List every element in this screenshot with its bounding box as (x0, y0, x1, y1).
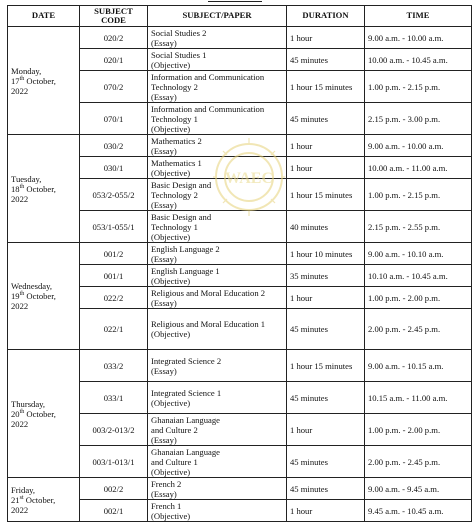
table-row (8, 243, 472, 265)
subject-paper (148, 500, 287, 522)
top-rule (208, 1, 262, 2)
duration: 45 minutes (287, 382, 365, 414)
date-number: 20 (11, 408, 20, 419)
subject-paper (148, 287, 287, 309)
subject-line: (Essay) (151, 297, 177, 308)
subject-line: and Culture 1 (151, 456, 198, 467)
subject-line: (Essay) (151, 37, 177, 48)
date-suffix: st (19, 494, 24, 501)
time-slot: 9.00 a.m. - 10.10 a.m. (365, 243, 472, 265)
header-code-line1: SUBJECT (94, 5, 133, 16)
time-slot: 2.00 p.m. - 2.45 p.m. (365, 309, 472, 350)
subject-code: 020/1 (80, 49, 148, 71)
subject-paper (148, 135, 287, 157)
date-month: October, (24, 183, 56, 194)
date-number: 21 (11, 494, 20, 505)
duration: 45 minutes (287, 446, 365, 478)
time-slot: 1.00 p.m. - 2.15 p.m. (365, 179, 472, 211)
subject-line: Basic Design and (151, 211, 212, 222)
table-row (8, 135, 472, 157)
subject-line: Information and Communication (151, 71, 265, 82)
time-slot: 1.00 p.m. - 2.00 p.m. (365, 287, 472, 309)
subject-code: 070/1 (80, 103, 148, 135)
duration: 1 hour 15 minutes (287, 71, 365, 103)
subject-line: Social Studies 1 (151, 49, 207, 60)
subject-paper (148, 103, 287, 135)
date-number: 18 (11, 183, 20, 194)
subject-code: 030/1 (80, 157, 148, 179)
subject-code: 003/1-013/1 (80, 446, 148, 478)
duration: 1 hour (287, 135, 365, 157)
duration: 40 minutes (287, 211, 365, 243)
subject-line: French 2 (151, 478, 182, 489)
time-slot: 2.15 p.m. - 3.00 p.m. (365, 103, 472, 135)
header-time: TIME (365, 6, 472, 27)
subject-paper (148, 446, 287, 478)
subject-line: English Language 1 (151, 265, 220, 276)
date-month: October, (24, 75, 56, 86)
duration: 45 minutes (287, 478, 365, 500)
header-code-line2: CODE (101, 15, 126, 25)
subject-paper (148, 265, 287, 287)
duration: 1 hour 10 minutes (287, 243, 365, 265)
duration: 1 hour (287, 27, 365, 49)
date-suffix: th (19, 408, 25, 415)
date-day: Thursday, (11, 398, 46, 409)
subject-line: and Culture 2 (151, 424, 198, 435)
timetable-body (8, 27, 472, 522)
duration: 45 minutes (287, 103, 365, 135)
subject-line: Integrated Science 2 (151, 355, 222, 366)
subject-line: French 1 (151, 500, 182, 511)
date-day-month (11, 184, 76, 194)
subject-line: Technology 2 (151, 81, 198, 92)
subject-paper (148, 478, 287, 500)
date-day: Monday, (11, 65, 42, 76)
exam-timetable (7, 5, 472, 522)
header-row (8, 6, 472, 27)
date-suffix: th (19, 291, 25, 298)
subject-line: (Objective) (151, 123, 191, 134)
subject-code: 020/2 (80, 27, 148, 49)
time-slot: 10.10 a.m. - 10.45 a.m. (365, 265, 472, 287)
duration: 1 hour (287, 500, 365, 522)
subject-line: Religious and Moral Education 1 (151, 319, 266, 329)
subject-code: 070/2 (80, 71, 148, 103)
date-year: 2022 (11, 301, 29, 311)
time-slot: 10.00 a.m. - 10.45 a.m. (365, 49, 472, 71)
duration: 1 hour (287, 414, 365, 446)
subject-line: (Essay) (151, 199, 177, 210)
subject-paper (148, 382, 287, 414)
date-day-month (11, 76, 76, 86)
subject-line: (Objective) (151, 275, 191, 286)
duration: 1 hour (287, 157, 365, 179)
subject-code: 022/1 (80, 309, 148, 350)
subject-code: 001/1 (80, 265, 148, 287)
header-code (80, 6, 148, 27)
subject-code: 001/2 (80, 243, 148, 265)
subject-line: Religious and Moral Education 2 (151, 287, 266, 298)
date-day-month (11, 291, 76, 301)
subject-line: (Objective) (151, 231, 191, 242)
time-slot: 10.00 a.m. - 11.00 a.m. (365, 157, 472, 179)
subject-code: 002/1 (80, 500, 148, 522)
subject-line: (Essay) (151, 365, 177, 376)
date-cell (8, 350, 80, 478)
header-date: DATE (8, 6, 80, 27)
subject-paper (148, 49, 287, 71)
date-cell (8, 478, 80, 522)
date-cell (8, 135, 80, 243)
table-row (8, 478, 472, 500)
table-row (8, 350, 472, 382)
date-suffix: th (19, 183, 25, 190)
date-month: October, (24, 408, 56, 419)
subject-line: Technology 1 (151, 221, 198, 232)
time-slot: 2.00 p.m. - 2.45 p.m. (365, 446, 472, 478)
subject-code: 030/2 (80, 135, 148, 157)
watermark-letters: WAEC (224, 170, 274, 187)
time-slot: 1.00 p.m. - 2.00 p.m. (365, 414, 472, 446)
subject-line: Basic Design and (151, 179, 212, 190)
subject-line: Technology 2 (151, 189, 198, 200)
subject-line: Social Studies 2 (151, 27, 207, 38)
subject-line: (Objective) (151, 59, 191, 70)
header-subject: SUBJECT/PAPER (148, 6, 287, 27)
subject-line: (Essay) (151, 253, 177, 264)
time-slot: 9.00 a.m. - 10.00 a.m. (365, 135, 472, 157)
subject-paper (148, 211, 287, 243)
subject-line: Ghanaian Language (151, 414, 220, 425)
time-slot: 9.00 a.m. - 10.00 a.m. (365, 27, 472, 49)
subject-line: (Objective) (151, 510, 191, 521)
date-year: 2022 (11, 504, 29, 515)
subject-code: 002/2 (80, 478, 148, 500)
subject-paper (148, 27, 287, 49)
subject-line: Information and Communication (151, 103, 265, 114)
date-day: Tuesday, (11, 173, 42, 184)
subject-line: (Objective) (151, 167, 191, 178)
date-day-month (11, 409, 76, 419)
date-suffix: th (19, 75, 25, 82)
subject-line: Mathematics 1 (151, 157, 202, 168)
subject-paper (148, 71, 287, 103)
header-duration: DURATION (287, 6, 365, 27)
subject-line: (Essay) (151, 91, 177, 102)
time-slot: 9.00 a.m. - 9.45 a.m. (365, 478, 472, 500)
subject-line: (Essay) (151, 145, 177, 156)
duration: 35 minutes (287, 265, 365, 287)
time-slot: 1.00 p.m. - 2.15 p.m. (365, 71, 472, 103)
date-year: 2022 (11, 85, 29, 96)
subject-code: 053/2-055/2 (80, 179, 148, 211)
subject-paper (148, 414, 287, 446)
subject-line: Ghanaian Language (151, 446, 220, 457)
time-slot: 9.45 a.m. - 10.45 a.m. (365, 500, 472, 522)
subject-paper (148, 179, 287, 211)
date-day: Wednesday, (11, 281, 52, 291)
date-number: 19 (11, 291, 20, 301)
subject-line: English Language 2 (151, 243, 220, 254)
duration: 45 minutes (287, 49, 365, 71)
date-month: October, (24, 291, 56, 301)
subject-code: 053/1-055/1 (80, 211, 148, 243)
table-row (8, 27, 472, 49)
subject-code: 033/1 (80, 382, 148, 414)
subject-line: (Essay) (151, 434, 177, 445)
subject-code: 003/2-013/2 (80, 414, 148, 446)
subject-code: 033/2 (80, 350, 148, 382)
time-slot: 10.15 a.m. - 11.00 a.m. (365, 382, 472, 414)
subject-paper (148, 157, 287, 179)
duration: 1 hour 15 minutes (287, 179, 365, 211)
subject-line: (Objective) (151, 466, 191, 477)
date-year: 2022 (11, 418, 29, 429)
date-number: 17 (11, 75, 20, 86)
subject-line: Technology 1 (151, 113, 198, 124)
subject-line: (Objective) (151, 329, 191, 339)
subject-line: (Objective) (151, 397, 191, 408)
date-month: October, (23, 494, 56, 505)
subject-paper (148, 350, 287, 382)
subject-code: 022/2 (80, 287, 148, 309)
date-cell (8, 27, 80, 135)
time-slot: 9.00 a.m. - 10.15 a.m. (365, 350, 472, 382)
subject-line: Integrated Science 1 (151, 387, 222, 398)
subject-paper (148, 309, 287, 350)
date-day-month (11, 495, 76, 505)
subject-line: (Essay) (151, 488, 177, 499)
duration: 45 minutes (287, 309, 365, 350)
time-slot: 2.15 p.m. - 2.55 p.m. (365, 211, 472, 243)
date-cell (8, 243, 80, 350)
subject-line: Mathematics 2 (151, 135, 202, 146)
date-day: Friday, (11, 484, 36, 495)
duration: 1 hour 15 minutes (287, 350, 365, 382)
duration: 1 hour (287, 287, 365, 309)
subject-paper (148, 243, 287, 265)
date-year: 2022 (11, 193, 29, 204)
